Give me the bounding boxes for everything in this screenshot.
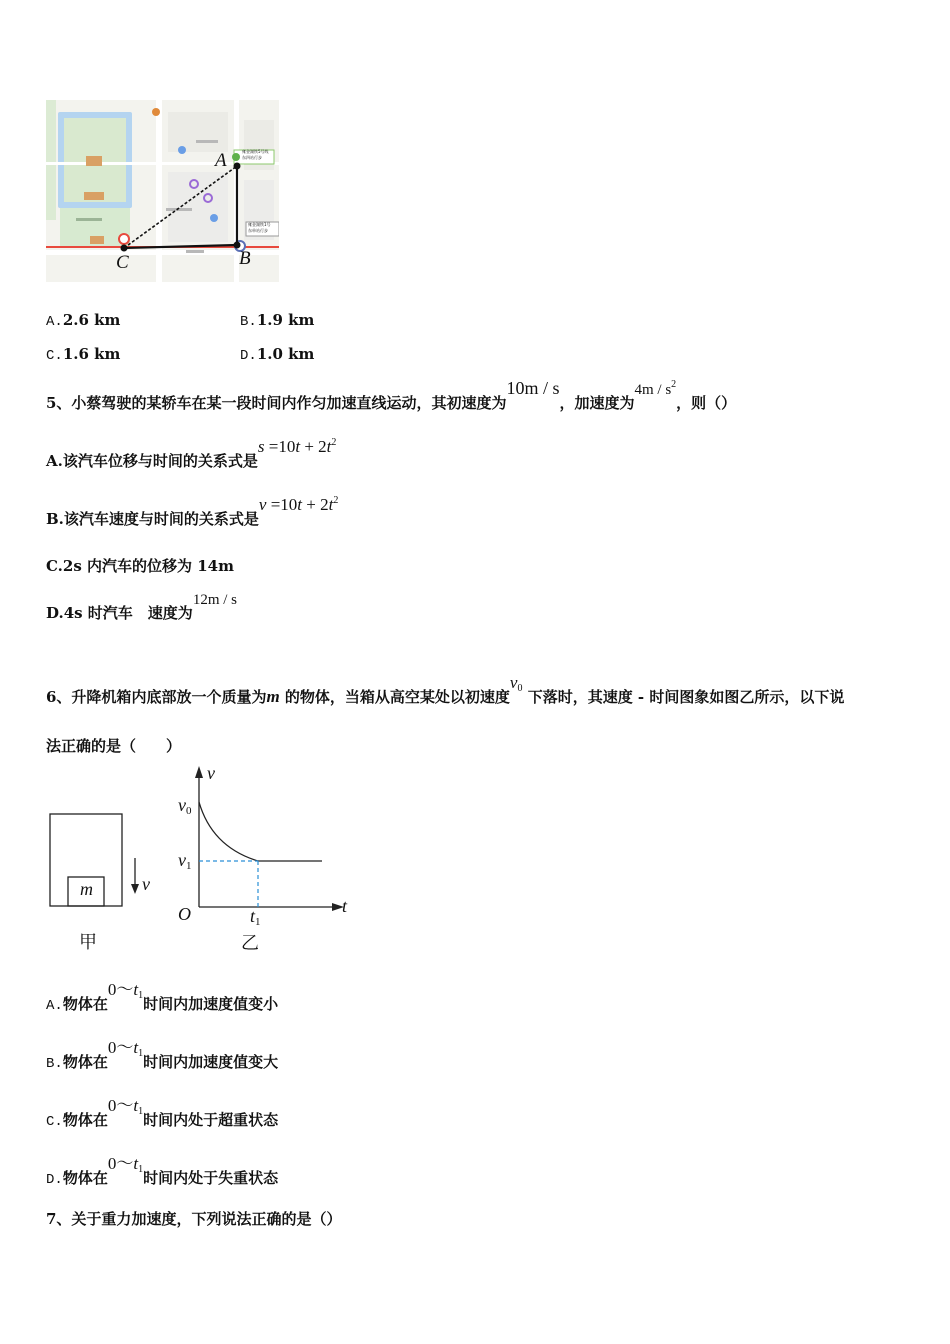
q5-option-a[interactable]: A.该汽车位移与时间的关系式是$s =10t + 2t^2$: [46, 437, 337, 470]
q5-initial-velocity: 10m / s: [506, 378, 560, 398]
v0-tick-label: $v_0$: [178, 795, 192, 817]
velocity-arrow-label: v: [142, 874, 150, 894]
v1-tick-label: $v_1$: [178, 850, 192, 872]
axis-v-label: v: [207, 763, 215, 783]
station-b-tag-line1: 雍金湖铁1号: [248, 222, 271, 227]
vt-graph-svg: [170, 762, 360, 952]
figure-yi-caption: 乙: [241, 933, 259, 954]
q5-stem: 5、小蔡驾驶的某轿车在某一段时间内作匀加速直线运动，其初速度为10m / s，加速度为$4m / s^2$，则（）: [46, 378, 737, 412]
q5-option-d[interactable]: D.4s 时汽车 速度为12m / s: [46, 592, 237, 622]
station-a-tag-line2: 东四站行步: [242, 155, 262, 160]
q6-stem-line1: 6、升降机箱内底部放一个质量为m 的物体，当箱从高空某处以初速度$v_0$ 下落时，其速度 - 时间图象如图乙所示，以下说: [46, 673, 845, 706]
q7-stem: 7、关于重力加速度，下列说法正确的是（）: [46, 1210, 342, 1228]
axis-t-label: t: [342, 896, 348, 916]
t1-tick-label: $t_1$: [250, 906, 261, 928]
station-a-tag-line1: 雍金湖铁5号线: [242, 149, 269, 154]
q4-option-d[interactable]: D.1.0 km: [240, 345, 315, 364]
q6-stem-line2: 法正确的是（ ）: [46, 737, 182, 755]
q6-option-c[interactable]: C.物体在$0\sim t_1$时间内处于超重状态: [46, 1096, 279, 1130]
elevator-figure: [46, 810, 166, 953]
station-b-tag-line2: 东单站行步: [248, 228, 268, 233]
origin-label: O: [178, 904, 191, 924]
q5-option-a-formula: $s =10t + 2t^2$: [257, 437, 337, 456]
mass-label: m: [80, 879, 93, 899]
map-label-a: A: [215, 150, 227, 171]
q4-option-c[interactable]: C.1.6 km: [46, 345, 121, 364]
q5-option-c[interactable]: C.2s 内汽车的位移为 14m: [46, 557, 234, 575]
q5-option-b[interactable]: B.该汽车速度与时间的关系式是$v =10t + 2t^2$: [46, 495, 339, 528]
q6-option-a[interactable]: A.物体在$0\sim t_1$时间内加速度值变小: [46, 980, 279, 1014]
q4-option-a[interactable]: A.2.6 km: [46, 311, 121, 330]
q5-option-d-formula: 12m / s: [192, 592, 237, 608]
q5-option-b-formula: $v =10t + 2t^2$: [258, 495, 339, 514]
q4-option-b[interactable]: B.1.9 km: [240, 311, 315, 330]
map-label-b: B: [239, 248, 251, 269]
q6-option-d[interactable]: D.物体在$0\sim t_1$时间内处于失重状态: [46, 1154, 279, 1188]
q5-acceleration: $4m / s^2$: [634, 379, 677, 398]
q6-initial-velocity: $v_0$: [509, 673, 523, 694]
vt-graph-figure: [170, 762, 360, 952]
map-label-c: C: [116, 252, 129, 273]
figure-jia-caption: 甲: [79, 932, 97, 953]
q6-option-b[interactable]: B.物体在$0\sim t_1$时间内加速度值变大: [46, 1038, 279, 1072]
map-figure: [46, 100, 279, 282]
